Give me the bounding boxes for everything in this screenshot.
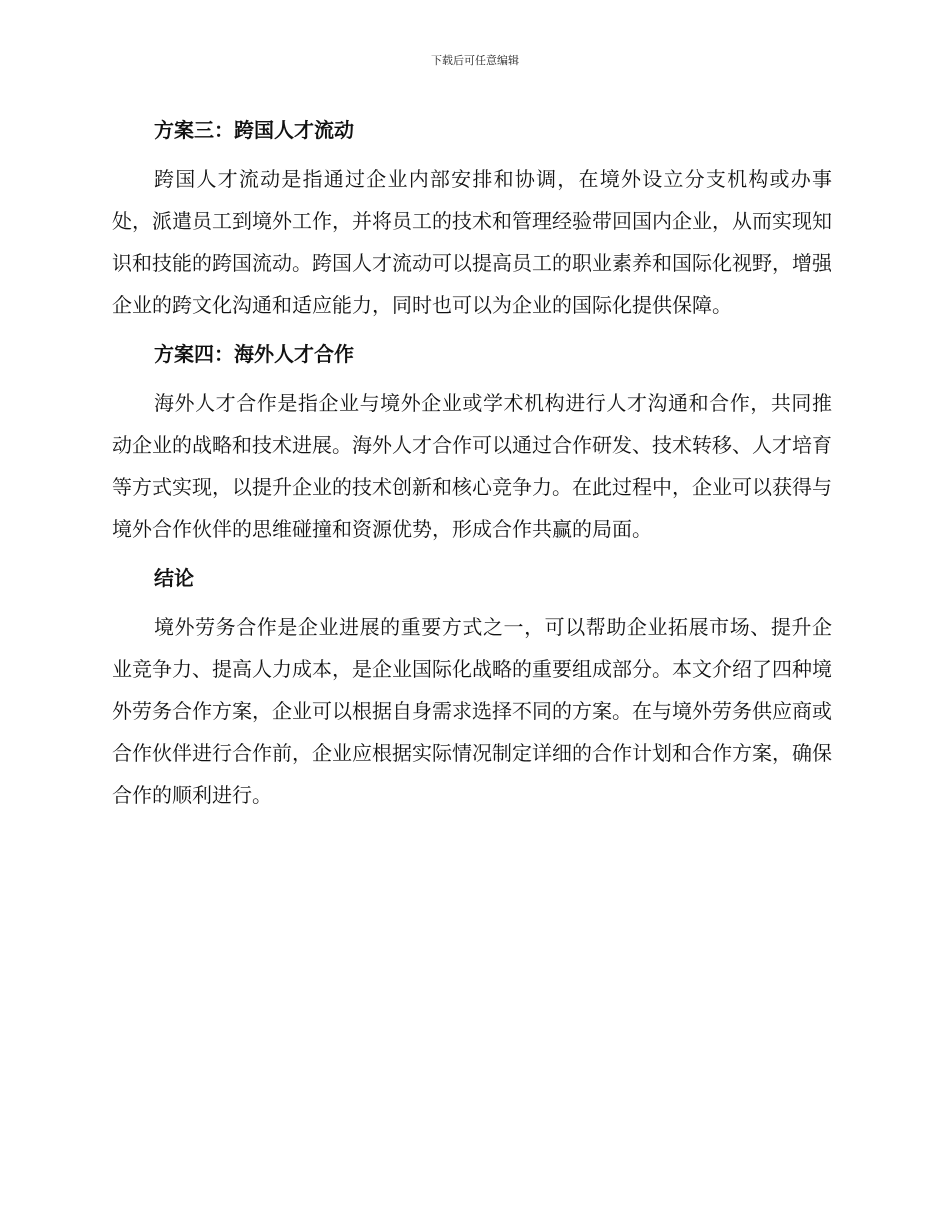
document-body — [112, 110, 832, 816]
section-heading-plan-three: 方案三：跨国人才流动 — [154, 118, 354, 142]
section-paragraph-plan-three: 跨国人才流动是指通过企业内部安排和协调，在境外设立分支机构或办事处，派遣员工到境外工作，并将员工的技术和管理经验带回国内企业，从而实现知识和技能的跨国流动。跨国人才流动可以提高员工的职业素养和国际化视野，增强企业的跨文化沟通和适应能力，同时也可以为企业的国际化提供保障。 — [112, 167, 832, 317]
section-paragraph-conclusion: 境外劳务合作是企业进展的重要方式之一，可以帮助企业拓展市场、提升企业竞争力、提高人力成本，是企业国际化战略的重要组成部分。本文介绍了四种境外劳务合作方案，企业可以根据自身需求选择不同的方案。在与境外劳务供应商或合作伙伴进行合作前，企业应根据实际情况制定详细的合作计划和合作方案，确保合作的顺利进行。 — [112, 615, 832, 807]
section-heading-conclusion: 结论 — [154, 566, 194, 590]
page-header: 下载后可任意编辑 — [431, 54, 519, 67]
section-heading-plan-four: 方案四：海外人才合作 — [154, 342, 354, 366]
section-paragraph-plan-four: 海外人才合作是指企业与境外企业或学术机构进行人才沟通和合作，共同推动企业的战略和技术进展。海外人才合作可以通过合作研发、技术转移、人才培育等方式实现，以提升企业的技术创新和核心竞争力。在此过程中，企业可以获得与境外合作伙伴的思维碰撞和资源优势，形成合作共赢的局面。 — [112, 391, 832, 541]
